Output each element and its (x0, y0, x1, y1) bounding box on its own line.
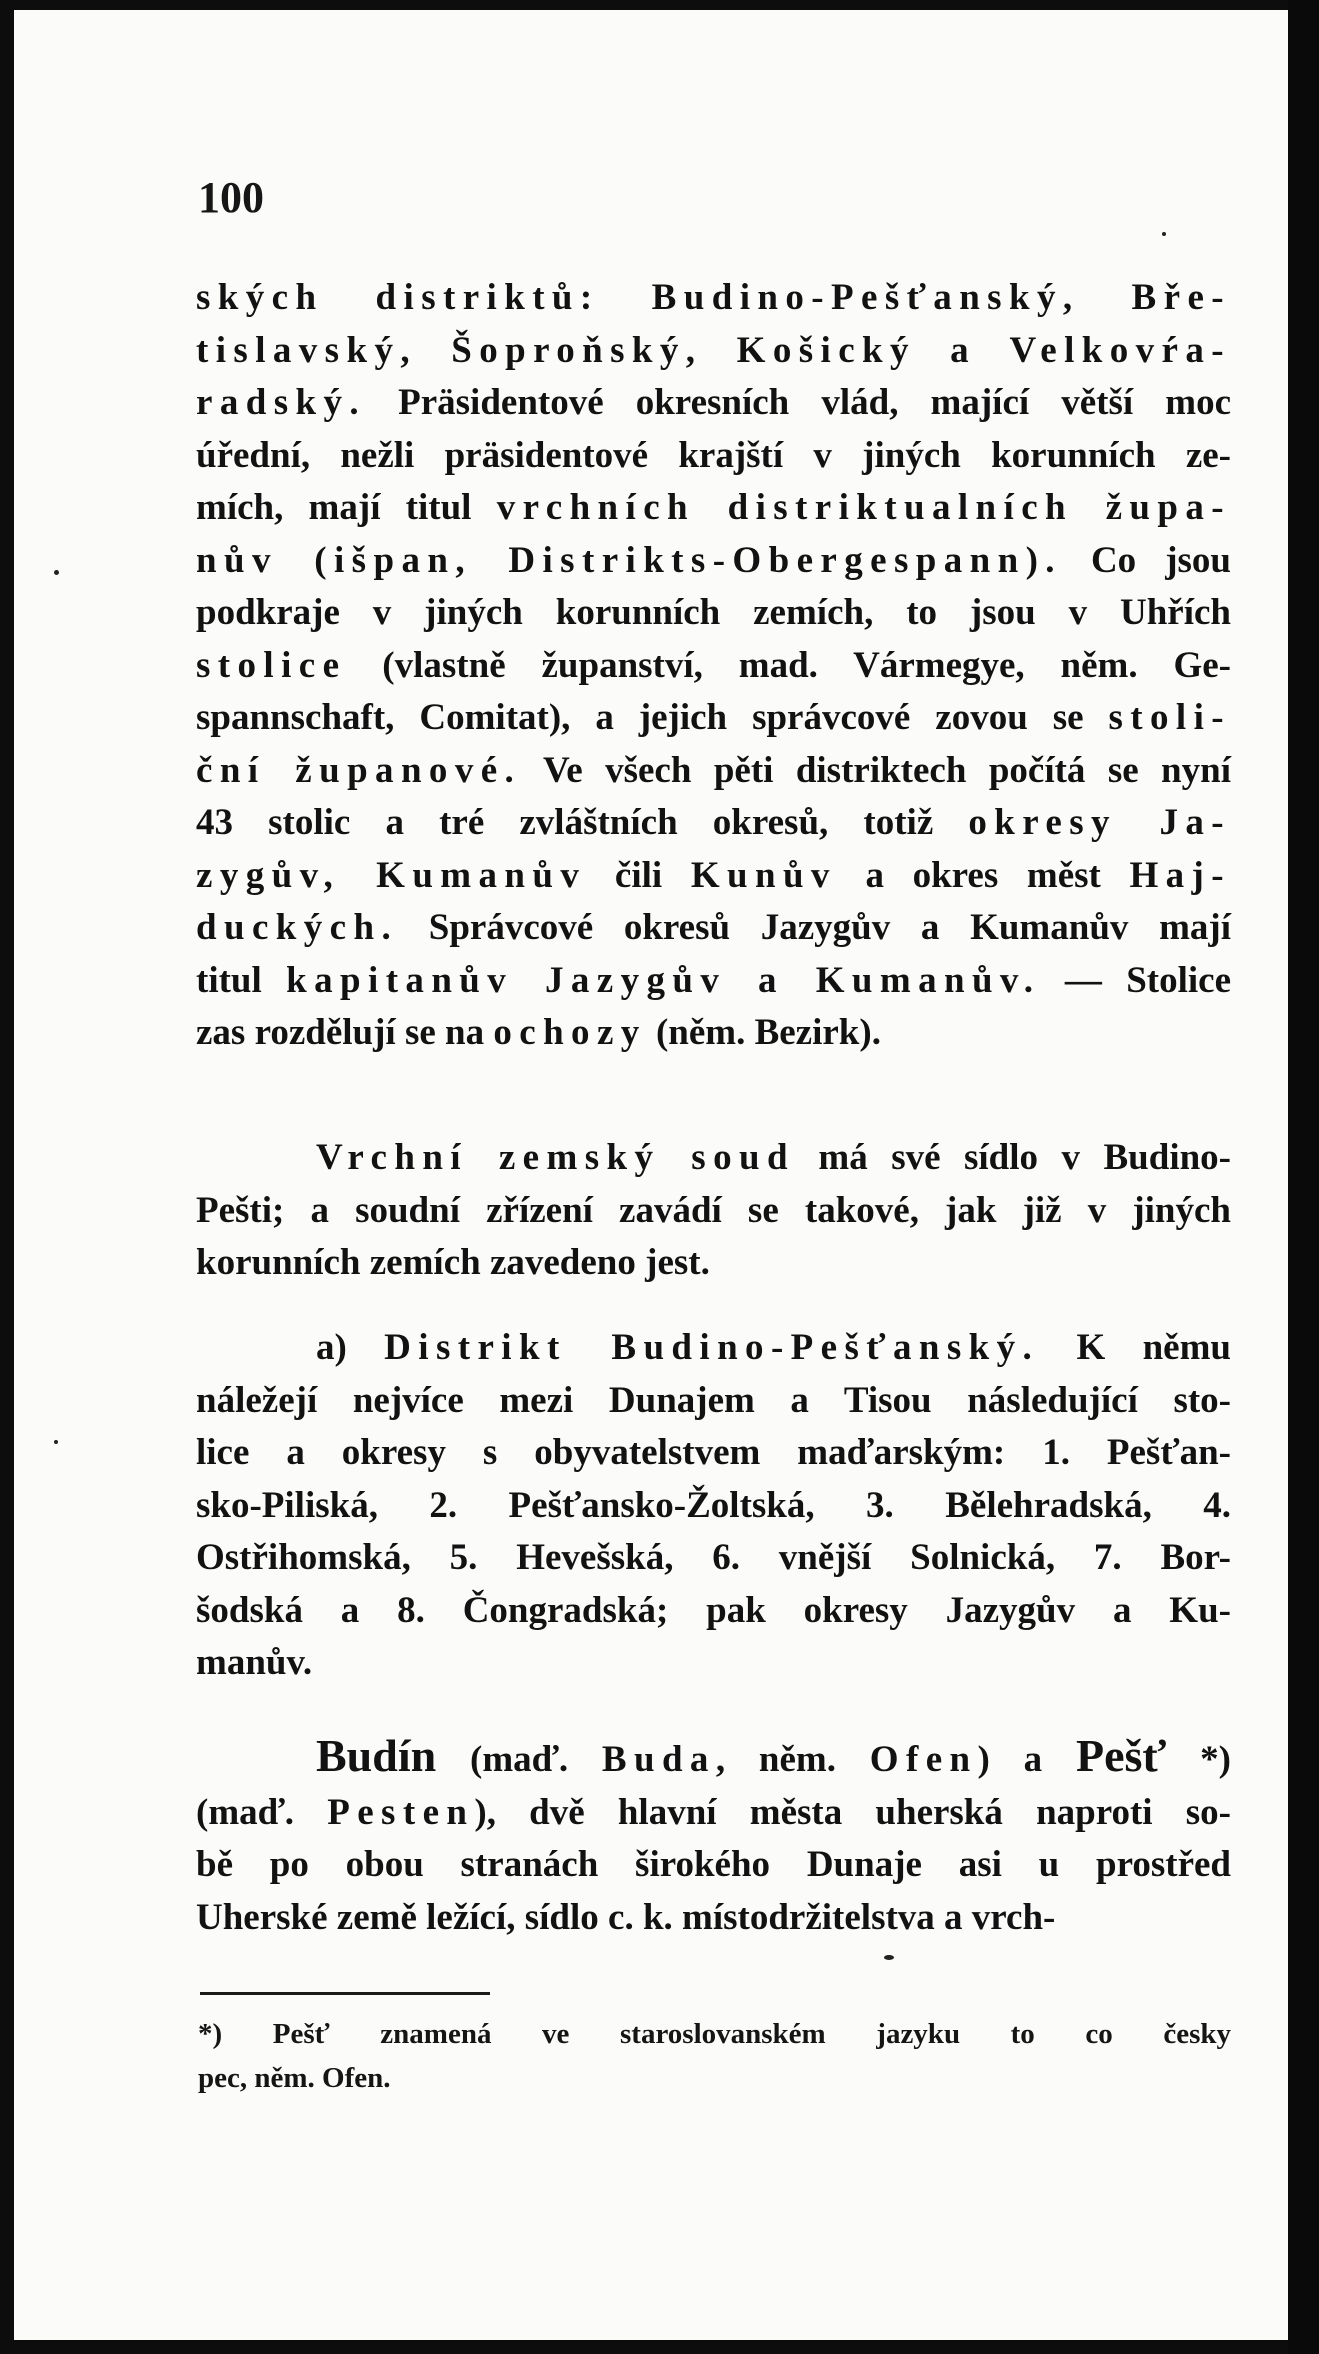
text-run: má své sídlo v Budino- (794, 1137, 1231, 1178)
text-run: titul (196, 959, 287, 1001)
text-line (196, 1322, 1231, 1375)
text-run: Präsidentové okresních vlád, mající větší moc (366, 382, 1231, 423)
text-line (196, 1839, 1231, 1892)
spaced-emphasis: kapitanův Jazygův a Kumanův. (286, 959, 1041, 1001)
text-run: manův. (196, 1642, 313, 1683)
text-run: — Stolice (1040, 959, 1231, 1001)
text-run: (maď. (196, 1791, 328, 1833)
text-line (196, 430, 1231, 483)
text-run: lice a okresy s obyvatelstvem maďarským: 1. Pešťan- (196, 1432, 1231, 1473)
text-line (196, 325, 1231, 378)
text-line (196, 1375, 1231, 1428)
text-run: a) (316, 1327, 385, 1368)
footnote-divider (200, 1992, 490, 1995)
book-page (14, 10, 1292, 2340)
text-line (196, 1237, 1231, 1290)
text-line (196, 1480, 1231, 1533)
text-run: bě po obou stranách širokého Dunaje asi u prostřed (196, 1844, 1231, 1885)
spaced-emphasis: ční županové. (196, 749, 522, 791)
spaced-emphasis: stoli- (1108, 697, 1231, 738)
bold-heading-word: Pešť (1075, 1730, 1167, 1781)
text-run: (maď. (436, 1739, 602, 1780)
text-line (196, 1427, 1231, 1480)
text-line (196, 587, 1231, 640)
text-run: 43 stolic a tré zvláštních okresů, totiž (196, 802, 969, 843)
text-run: mích, mají titul (196, 487, 497, 528)
text-run: spannschaft, Comitat), a jejich správcové zovou se (196, 697, 1109, 738)
spaced-emphasis: ochozy (493, 1012, 647, 1053)
paragraph-supreme-court (196, 1132, 1231, 1290)
print-speck (54, 1440, 58, 1444)
text-run: Uherské země ležící, sídlo c. k. místodržitelstva a vrch- (196, 1896, 1056, 1938)
spaced-emphasis: ských distriktů: Budino-Pešťanský, Bře- (196, 277, 1231, 318)
text-run: náležejí nejvíce mezi Dunajem a Tisou následující sto- (196, 1379, 1231, 1421)
text-run: (vlastně županství, mad. Vármegye, něm. Ge- (346, 644, 1231, 686)
footnote-line: pec, něm. Ofen. (198, 2062, 391, 2094)
footnote (198, 2012, 1231, 2100)
text-run: Ve všech pěti distriktech počítá se nyní (521, 749, 1231, 791)
text-run: , něm. (715, 1739, 870, 1780)
page-number: 100 (198, 173, 264, 222)
spaced-emphasis: Distrikt Budino-Pešťanský. (384, 1327, 1040, 1368)
text-run: ), dvě hlavní města uherská naproti so- (474, 1791, 1231, 1833)
print-speck (1162, 232, 1166, 236)
text-line (196, 1637, 1231, 1690)
text-line (196, 640, 1231, 693)
text-line (196, 1532, 1231, 1585)
text-line (196, 482, 1231, 535)
spaced-emphasis: Haj- (1129, 854, 1231, 896)
text-line (196, 692, 1231, 745)
spaced-emphasis: radský. (196, 382, 367, 423)
scan-border (1288, 0, 1319, 2354)
text-line (196, 797, 1231, 850)
text-run: Ostřihomská, 5. Hevešská, 6. vnější Solnická, 7. Bor- (196, 1537, 1231, 1578)
text-run: úřední, nežli präsidentové krajští v jiných korunních ze- (196, 434, 1231, 476)
text-run: korunních zemích zavedeno jest. (196, 1242, 710, 1283)
text-line (196, 1787, 1231, 1840)
text-run: podkraje v jiných korunních zemích, to jsou v Uhřích (196, 592, 1231, 633)
spaced-emphasis: duckých. (196, 907, 399, 948)
text-run: K němu (1039, 1327, 1231, 1368)
bold-heading-word: Budín (316, 1730, 437, 1781)
spaced-emphasis: Buda (601, 1739, 716, 1780)
text-run: (něm. Bezirk). (646, 1012, 881, 1053)
print-speck (884, 1955, 894, 1960)
text-line (196, 1185, 1231, 1238)
text-line (196, 377, 1231, 430)
text-line (196, 1132, 1231, 1185)
text-run: sko-Piliská, 2. Pešťansko-Žoltská, 3. Bělehradská, 4. (196, 1484, 1231, 1526)
text-line (196, 1892, 1231, 1945)
text-run: čili (586, 854, 691, 896)
text-run: zas rozdělují se na (196, 1012, 494, 1053)
text-run: ) a (977, 1739, 1076, 1780)
spaced-emphasis: stolice (196, 644, 347, 686)
text-line (196, 902, 1231, 955)
footnote-line: *) Pešť znamená ve staroslovanském jazyku to co česky (198, 2018, 1231, 2050)
spaced-emphasis: Vrchní zemský soud (316, 1137, 795, 1178)
text-run: a okres měst (836, 854, 1130, 896)
text-run: *) (1166, 1739, 1231, 1780)
spaced-emphasis: nův (išpan, Distrikts-Obergespann). (196, 539, 1062, 581)
print-speck (54, 570, 59, 575)
spaced-emphasis: Ofen (869, 1739, 978, 1780)
paragraph-district-budino-pest (196, 1322, 1231, 1690)
text-run: Co jsou (1061, 539, 1231, 581)
spaced-emphasis: tislavský, Šoproňský, Košický a Velkovŕa- (196, 329, 1231, 371)
paragraph-districts (196, 272, 1231, 1060)
spaced-emphasis: Pesten (327, 1791, 475, 1833)
text-run: Správcové okresů Jazygův a Kumanův mají (398, 907, 1231, 948)
spaced-emphasis: vrchních distriktualních župa- (496, 487, 1232, 528)
text-line (196, 272, 1231, 325)
spaced-emphasis: zygův, Kumanův (196, 854, 587, 896)
text-line (196, 535, 1231, 588)
text-run: šodská a 8. Čongradská; pak okresy Jazygův a Ku- (196, 1589, 1231, 1631)
paragraph-buda-pest (196, 1730, 1231, 1944)
text-line (196, 1007, 1231, 1060)
text-line (196, 1730, 1231, 1787)
text-line (196, 850, 1231, 903)
text-line (196, 955, 1231, 1008)
text-line (196, 1585, 1231, 1638)
spaced-emphasis: Kunův (690, 854, 837, 896)
text-run: Pešti; a soudní zřízení zavádí se takové, jak již v jiných (196, 1189, 1231, 1231)
spaced-emphasis: okresy Ja- (968, 802, 1231, 843)
text-line (196, 745, 1231, 798)
